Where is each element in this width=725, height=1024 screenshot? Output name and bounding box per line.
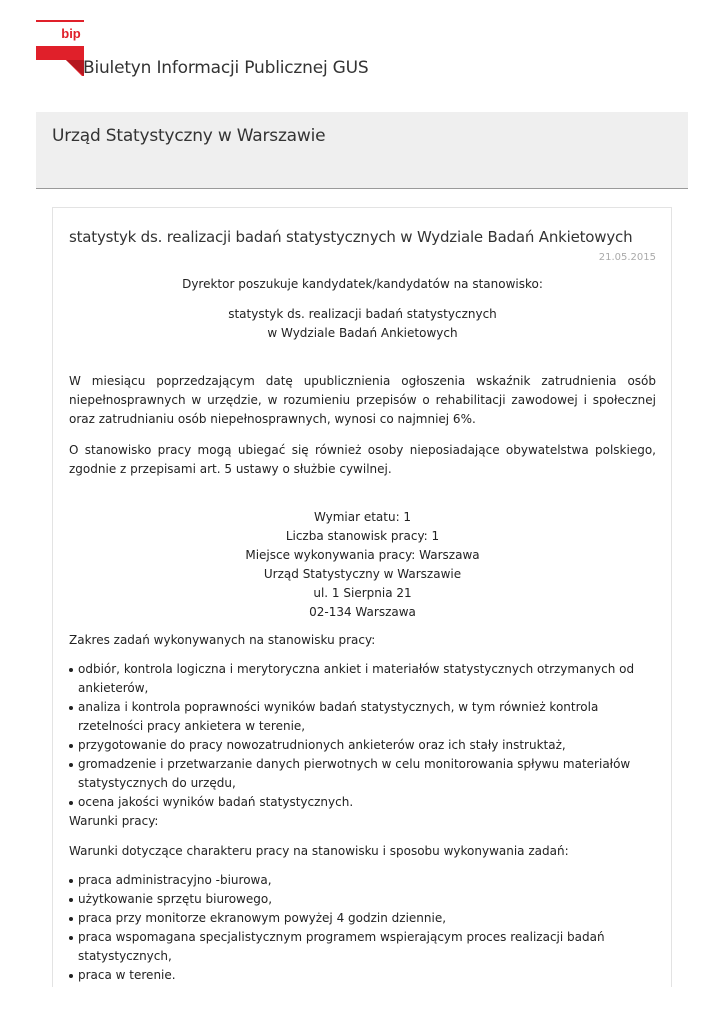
bullet-icon	[69, 763, 73, 767]
bullet-icon	[69, 744, 73, 748]
list-item: praca wspomagana specjalistycznym programem wspierającym proces realizacji badań statystycznych,	[69, 928, 656, 966]
publication-date: 21.05.2015	[598, 252, 656, 263]
bullet-icon	[69, 917, 73, 921]
job-details	[69, 508, 656, 622]
detail-line: Urząd Statystyczny w Warszawie	[263, 567, 462, 581]
article-card	[52, 207, 672, 987]
article-title: statystyk ds. realizacji badań statystycznych w Wydziale Badań Ankietowych	[69, 228, 633, 246]
disability-paragraph: W miesiącu poprzedzającym datę upublicznienia ogłoszenia wskaźnik zatrudnienia osób niepełnosprawnych w urzędzie, w rozumieniu przepisów o rehabilitacji zawodowej i społecznej oraz zatrudnianiu osób niepełnosprawnych, wynosi co najmniej 6%.	[69, 374, 656, 426]
list-item: praca przy monitorze ekranowym powyżej 4 godzin dziennie,	[69, 909, 656, 928]
bullet-icon	[69, 879, 73, 883]
list-item: użytkowanie sprzętu biurowego,	[69, 890, 656, 909]
detail-line: ul. 1 Sierpnia 21	[313, 586, 412, 600]
detail-line: Wymiar etatu: 1	[313, 510, 412, 524]
tasks-heading: Zakres zadań wykonywanych na stanowisku pracy:	[69, 633, 376, 647]
conditions-list	[69, 871, 656, 985]
bullet-icon	[69, 974, 73, 978]
detail-line: Liczba stanowisk pracy: 1	[285, 529, 440, 543]
bullet-icon	[69, 706, 73, 710]
site-title[interactable]: Biuletyn Informacji Publicznej GUS	[83, 58, 369, 78]
detail-line: 02-134 Warszawa	[309, 605, 416, 619]
list-item: praca administracyjno -biurowa,	[69, 871, 656, 890]
list-item: odbiór, kontrola logiczna i merytoryczna ankiet i materiałów statystycznych otrzymanych od ankieterów,	[69, 660, 656, 698]
list-item: ocena jakości wyników badań statystycznych.	[69, 793, 656, 812]
position-line-2: w Wydziale Badań Ankietowych	[267, 326, 458, 340]
citizenship-paragraph: O stanowisko pracy mogą ubiegać się również osoby nieposiadające obywatelstwa polskiego, zgodnie z przepisami art. 5 ustawy o służbie cywilnej.	[69, 443, 656, 476]
bip-logo-text: bip	[61, 26, 81, 41]
bullet-icon	[69, 936, 73, 940]
conditions-label: Warunki pracy:	[69, 814, 159, 828]
list-item: analiza i kontrola poprawności wyników badań statystycznych, w tym również kontrola rzetelności pracy ankietera w terenie,	[69, 698, 656, 736]
bullet-icon	[69, 898, 73, 902]
article-content	[69, 208, 656, 985]
detail-line: Miejsce wykonywania pracy: Warszawa	[245, 548, 480, 562]
bip-logo-icon	[36, 20, 84, 76]
bullet-icon	[69, 801, 73, 805]
bullet-icon	[69, 668, 73, 672]
list-item: przygotowanie do pracy nowozatrudnionych ankieterów oraz ich stały instruktaż,	[69, 736, 656, 755]
office-header	[36, 112, 688, 189]
list-item: praca w terenie.	[69, 966, 656, 985]
list-item: gromadzenie i przetwarzanie danych pierwotnych w celu monitorowania spływu materiałów statystycznych do urzędu,	[69, 755, 656, 793]
bip-logo[interactable]	[36, 20, 84, 76]
office-name[interactable]: Urząd Statystyczny w Warszawie	[52, 126, 326, 146]
conditions-heading: Warunki dotyczące charakteru pracy na stanowisku i sposobu wykonywania zadań:	[69, 844, 569, 858]
intro-text: Dyrektor poszukuje kandydatek/kandydatów na stanowisko:	[182, 277, 543, 291]
tasks-list	[69, 660, 656, 812]
position-line-1: statystyk ds. realizacji badań statystycznych	[228, 307, 497, 321]
